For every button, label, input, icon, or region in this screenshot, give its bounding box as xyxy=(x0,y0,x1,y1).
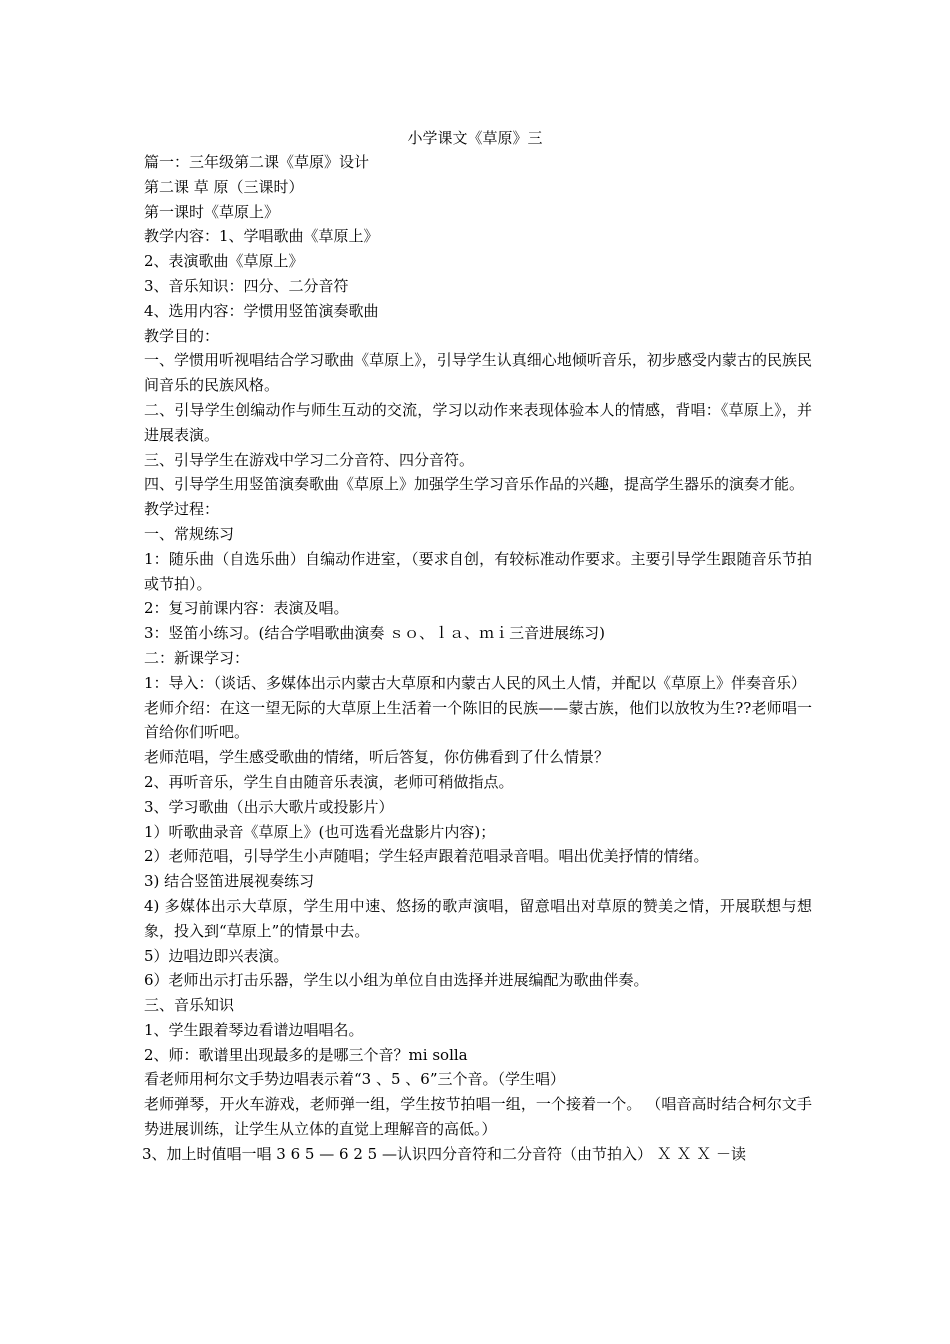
paragraph-goal-1: 一、学惯用听视唱结合学习歌曲《草原上》，引导学生认真细心地倾听音乐，初步感受内蒙古的民族民间音乐的民族风格。 xyxy=(144,351,812,395)
paragraph-knowledge-hand-signs: 看老师用柯尔文手势边唱表示着“3 、5 、6”三个音。（学生唱） xyxy=(144,1070,566,1089)
paragraph-section-heading: 篇一：三年级第二课《草原》设计 xyxy=(144,153,370,171)
paragraph-knowledge-2: 2、师：歌谱里出现最多的是哪三个音？mi solla xyxy=(144,1045,468,1064)
paragraph-listen-again: 2、再听音乐，学生自由随音乐表演，老师可稍做指点。 xyxy=(144,772,514,791)
document-body xyxy=(144,150,812,1167)
paragraph-knowledge-1: 1、学生跟着琴边看谱边唱唱名。 xyxy=(144,1020,364,1039)
paragraph-process-heading: 教学过程： xyxy=(144,500,220,519)
paragraph-lesson-heading: 第二课 草 原（三课时） xyxy=(144,177,304,196)
paragraph-goal-2: 二、引导学生创编动作与师生互动的交流，学习以动作来表现体验本人的情感，背唱：《草原上》，并进展表演。 xyxy=(144,400,812,444)
paragraph-teacher-intro: 老师介绍：在这一望无际的大草原上生活着一个陈旧的民族——蒙古族，他们以放牧为生??老师唱一首给你们听吧。 xyxy=(144,698,812,742)
paragraph-learn-song: 3、学习歌曲（出示大歌片或投影片） xyxy=(144,797,394,816)
paragraph-music-knowledge-heading: 三、音乐知识 xyxy=(144,996,235,1015)
paragraph-goal-4: 四、引导学生用竖笛演奏歌曲《草原上》加强学生学习音乐作品的兴趣，提高学生器乐的演奏才能。 xyxy=(144,475,805,494)
paragraph-content-2: 2、表演歌曲《草原上》 xyxy=(144,252,304,271)
paragraph-new-lesson-heading: 二：新课学习： xyxy=(144,648,250,667)
paragraph-goal-3: 三、引导学生在游戏中学习二分音符、四分音符。 xyxy=(144,450,475,469)
paragraph-routine-2: 2：复习前课内容：表演及唱。 xyxy=(144,599,349,618)
paragraph-step-2: 2）老师范唱，引导学生小声随唱；学生轻声跟着范唱录音唱。唱出优美抒情的情绪。 xyxy=(144,847,709,866)
paragraph-step-1: 1）听歌曲录音《草原上》(也可选看光盘影片内容)； xyxy=(144,822,496,841)
paragraph-content-4: 4、选用内容：学惯用竖笛演奏歌曲 xyxy=(144,301,379,320)
paragraph-content-3: 3、音乐知识：四分、二分音符 xyxy=(144,276,349,295)
paragraph-period-heading: 第一课时《草原上》 xyxy=(144,202,280,221)
paragraph-content-1: 教学内容：1、学唱歌曲《草原上》 xyxy=(144,227,379,246)
paragraph-step-5: 5）边唱边即兴表演。 xyxy=(144,946,289,965)
paragraph-routine-1: 1：随乐曲（自选乐曲）自编动作进室，（要求自创，有较标准动作要求。主要引导学生跟随音乐节拍或节拍）。 xyxy=(144,549,812,593)
paragraph-routine-3: 3：竖笛小练习。(结合学唱歌曲演奏 ｓｏ、ｌａ、ｍｉ三音进展练习) xyxy=(144,624,606,643)
paragraph-routine-heading: 一、常规练习 xyxy=(144,524,235,543)
paragraph-teacher-demo: 老师范唱，学生感受歌曲的情绪，听后答复，你仿佛看到了什么情景？ xyxy=(144,748,610,767)
paragraph-step-6: 6）老师出示打击乐器，学生以小组为单位自由选择并进展编配为歌曲伴奏。 xyxy=(144,971,649,990)
paragraph-goals-heading: 教学目的： xyxy=(144,326,220,345)
paragraph-step-3: 3) 结合竖笛进展视奏练习 xyxy=(144,872,315,891)
paragraph-step-4: 4) 多媒体出示大草原，学生用中速、悠扬的歌声演唱，留意唱出对草原的赞美之情，开展联想与想象，投入到“草原上”的情景中去。 xyxy=(144,896,812,940)
paragraph-knowledge-3: 3、加上时值唱一唱 3 6 5 — 6 2 5 —认识四分音符和二分音符（由节拍入） Ｘ Ｘ Ｘ －读 xyxy=(142,1144,747,1163)
paragraph-intro: 1：导入：（谈话、多媒体出示内蒙古大草原和内蒙古人民的风土人情，并配以《草原上》伴奏音乐） xyxy=(144,673,807,692)
paragraph-knowledge-train-game: 老师弹琴，开火车游戏，老师弹一组，学生按节拍唱一组，一个接着一个。 （唱音高时结合柯尔文手势进展训练，让学生从立体的直觉上理解音的高低。） xyxy=(144,1095,812,1139)
document-title: 小学课文《草原》三 xyxy=(407,129,543,147)
